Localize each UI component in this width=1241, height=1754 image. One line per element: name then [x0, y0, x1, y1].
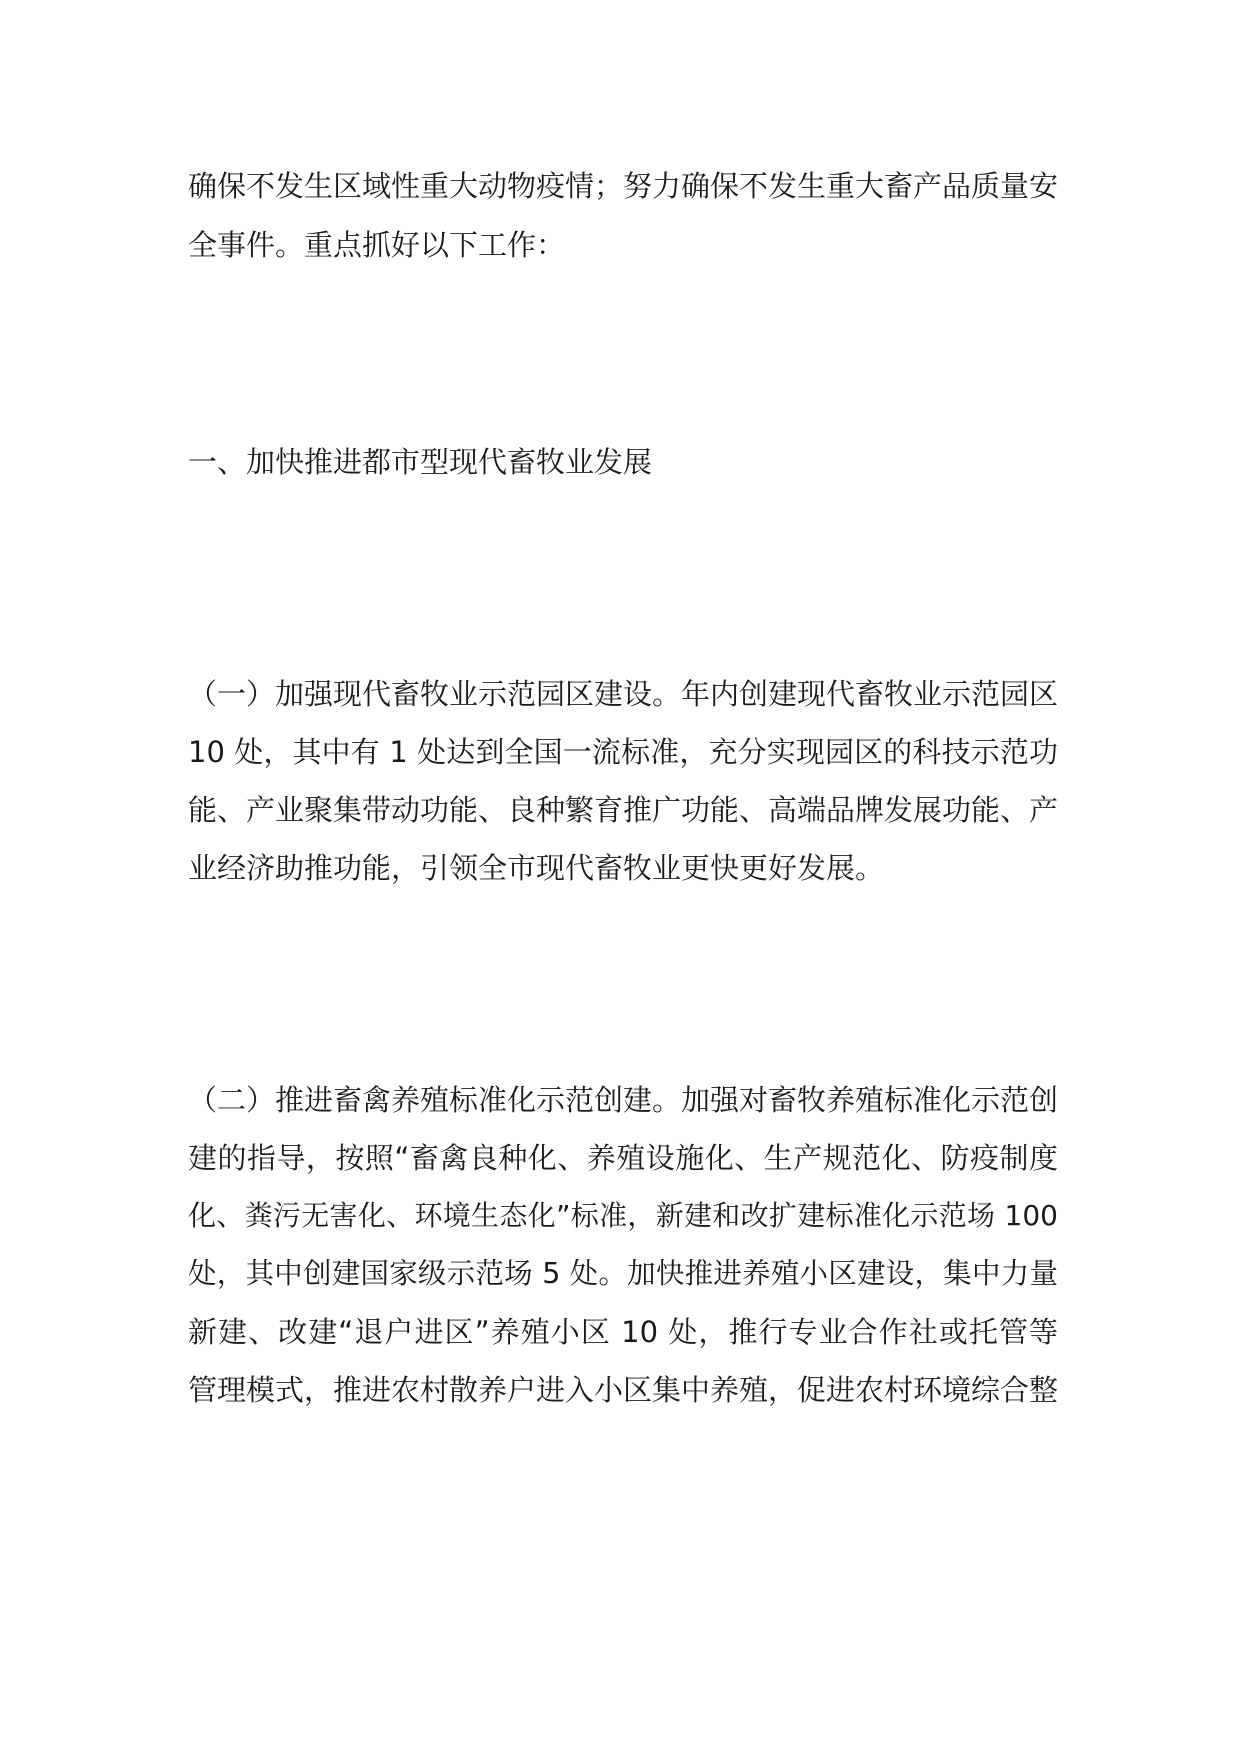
paragraph-1-line-2: 10 处，其中有 1 处达到全国一流标准，充分实现园区的科技示范功	[188, 735, 1058, 769]
paragraph-2-line-5: 新建、改建“退户进区”养殖小区 10 处，推行专业合作社或托管等	[188, 1315, 1058, 1349]
paragraph-2-line-4: 处，其中创建国家级示范场 5 处。加快推进养殖小区建设，集中力量	[188, 1257, 1058, 1290]
paragraph-2-line-2: 建的指导，按照“畜禽良种化、养殖设施化、生产规范化、防疫制度	[188, 1141, 1058, 1175]
paragraph-1-line-4: 业经济助推功能，引领全市现代畜牧业更快更好发展。	[188, 851, 885, 885]
intro-line-2: 全事件。重点抓好以下工作：	[188, 228, 566, 262]
paragraph-2-line-6: 管理模式，推进农村散养户进入小区集中养殖，促进农村环境综合整	[188, 1373, 1059, 1407]
paragraph-1-line-1: （一）加强现代畜牧业示范园区建设。年内创建现代畜牧业示范园区	[188, 677, 1059, 711]
intro-line-1: 确保不发生区域性重大动物疫情；努力确保不发生重大畜产品质量安	[188, 169, 1059, 203]
section-heading: 一、加快推进都市型现代畜牧业发展	[188, 445, 653, 479]
paragraph-2-line-1: （二）推进畜禽养殖标准化示范创建。加强对畜牧养殖标准化示范创	[188, 1083, 1059, 1117]
paragraph-2-line-3: 化、粪污无害化、环境生态化”标准，新建和改扩建标准化示范场 100	[188, 1199, 1058, 1232]
paragraph-1-line-3: 能、产业聚集带动功能、良种繁育推广功能、高端品牌发展功能、产	[188, 793, 1059, 827]
